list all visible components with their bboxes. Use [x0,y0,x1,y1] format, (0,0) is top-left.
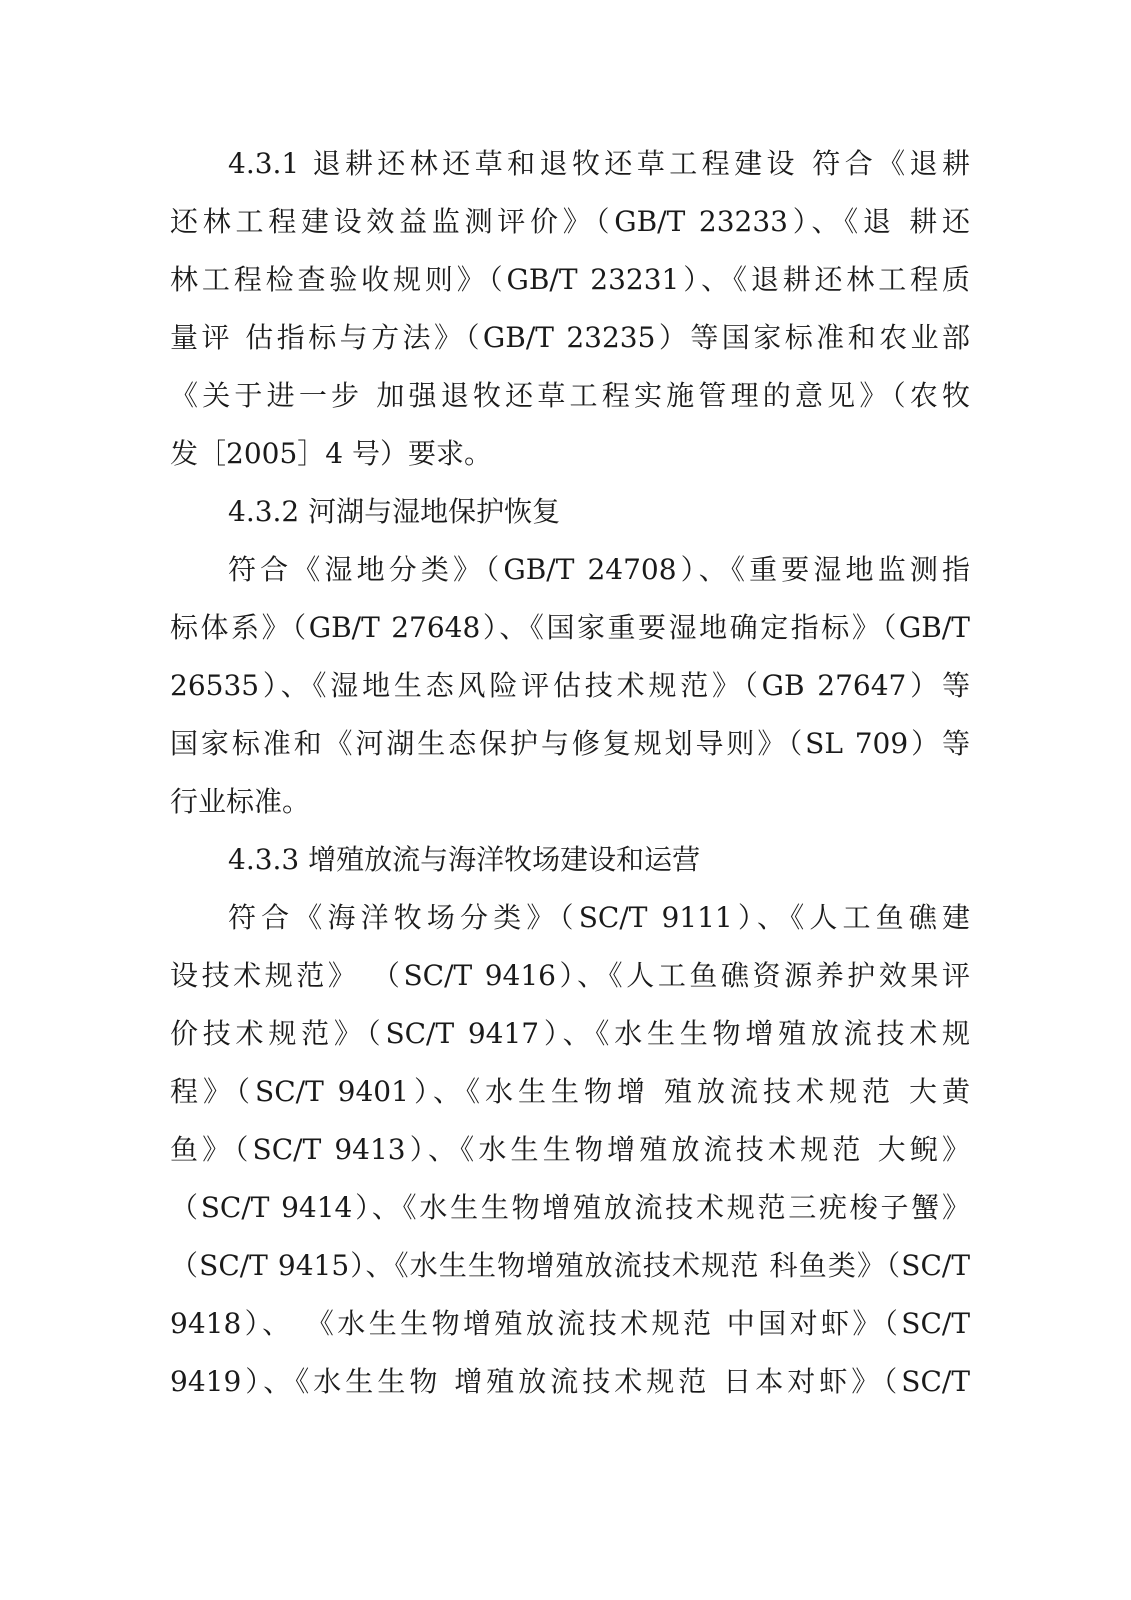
text-line: （SC/T 9414）、《水生生物增殖放流技术规范三疣梭子蟹》 [170,1191,970,1224]
text-line: （SC/T 9415）、《水生生物增殖放流技术规范 科鱼类》（SC/T [170,1249,970,1282]
section-heading: 4.3.2 河湖与湿地保护恢复 [228,495,561,528]
text-line: 符合《湿地分类》（GB/T 24708）、《重要湿地监测指 [228,553,970,586]
text-line: 价技术规范》（SC/T 9417）、《水生生物增殖放流技术规 [170,1017,970,1050]
text-line: 标体系》（GB/T 27648）、《国家重要湿地确定指标》（GB/T [170,611,970,644]
text-line: 行业标准。 [170,785,311,818]
text-line: 量评 估指标与方法》（GB/T 23235）等国家标准和农业部 [170,321,970,354]
text-line: 国家标准和《河湖生态保护与修复规划导则》（SL 709）等 [170,727,970,760]
text-line: 《关于进一步 加强退牧还草工程实施管理的意见》（农牧 [170,379,970,412]
text-line: 程》（SC/T 9401）、《水生生物增 殖放流技术规范 大黄 [170,1075,970,1108]
text-line: 9418）、 《水生生物增殖放流技术规范 中国对虾》（SC/T [170,1307,970,1340]
text-line: 还林工程建设效益监测评价》（GB/T 23233）、《退 耕还 [170,205,970,238]
section-heading: 4.3.3 增殖放流与海洋牧场建设和运营 [228,843,701,876]
text-line: 发［2005］4 号）要求。 [170,437,492,470]
text-line: 鱼》（SC/T 9413）、《水生生物增殖放流技术规范 大鲵》 [170,1133,970,1166]
text-line: 林工程检查验收规则》（GB/T 23231）、《退耕还林工程质 [170,263,970,296]
text-line: 9419）、《水生生物 增殖放流技术规范 日本对虾》（SC/T [170,1365,970,1398]
text-line: 符合《海洋牧场分类》（SC/T 9111）、《人工鱼礁建 [228,901,970,934]
text-line: 设技术规范》 （SC/T 9416）、《人工鱼礁资源养护效果评 [170,959,970,992]
text-line: 26535）、《湿地生态风险评估技术规范》（GB 27647）等 [170,669,970,702]
text-line: 4.3.1 退耕还林还草和退牧还草工程建设 符合《退耕 [228,147,970,180]
